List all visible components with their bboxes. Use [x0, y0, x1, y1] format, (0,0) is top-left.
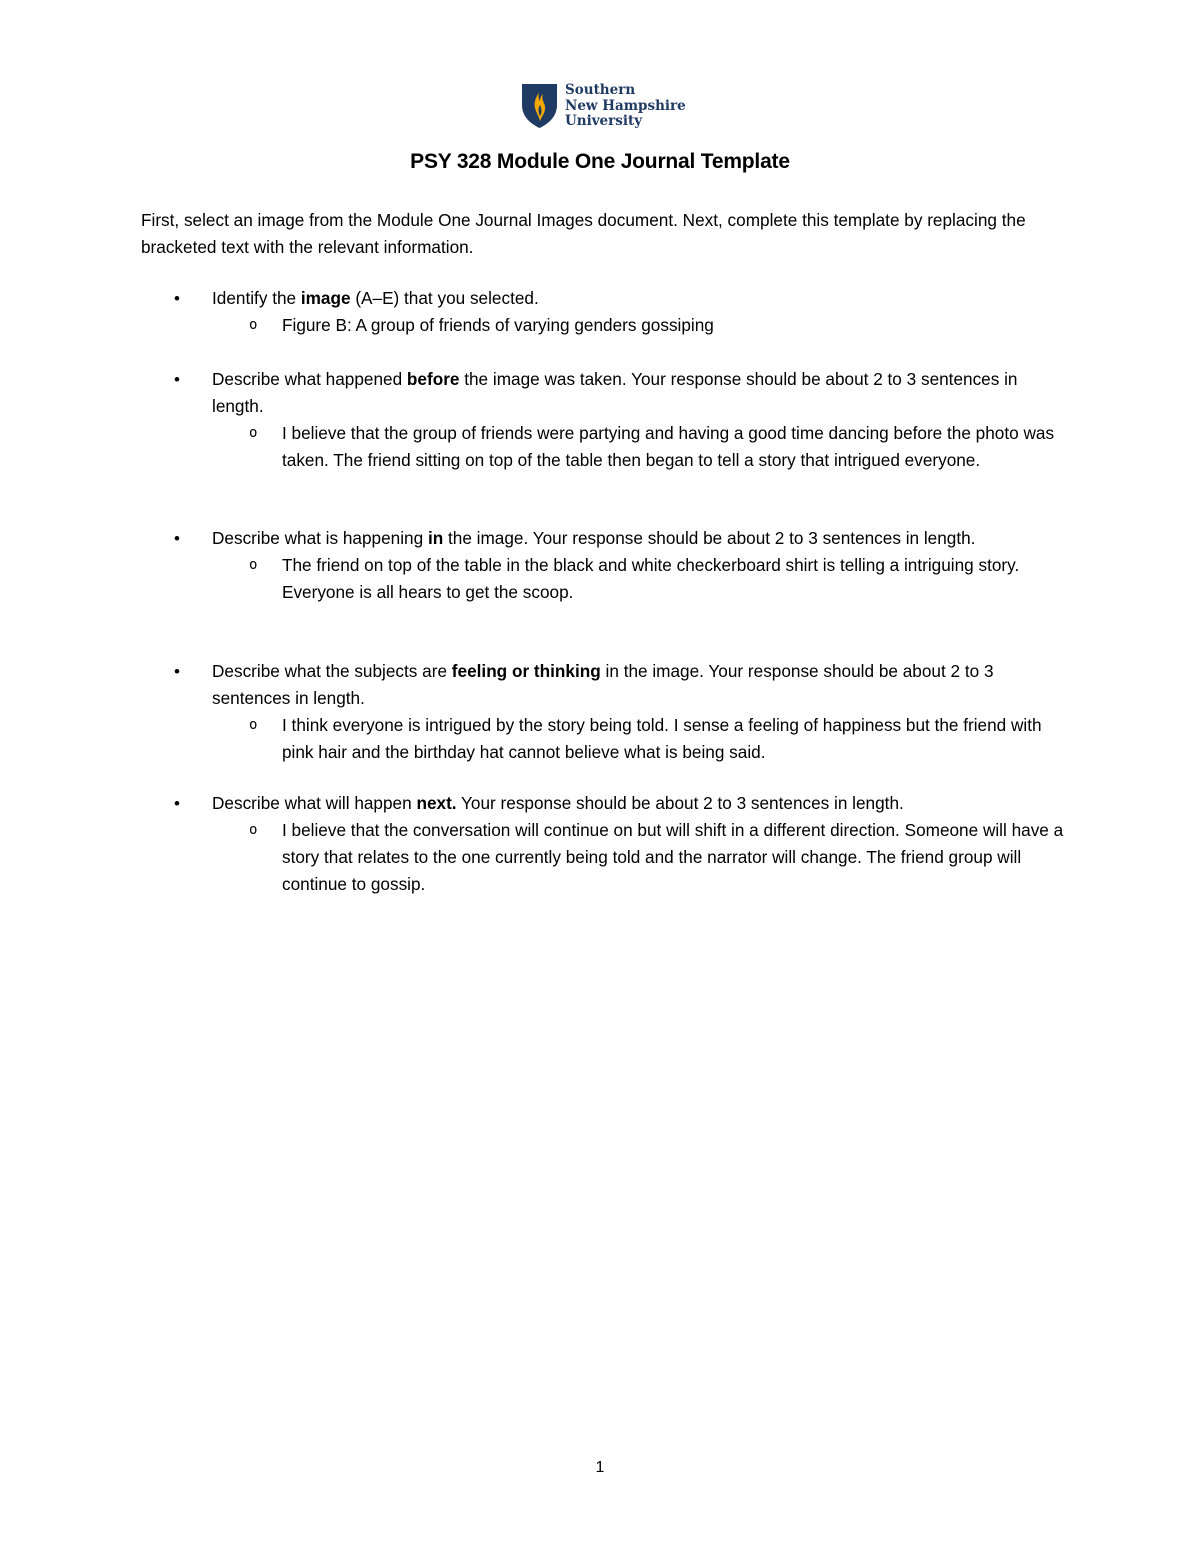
sub-bullet-marker: o	[249, 425, 258, 441]
prompt-text-pre: Identify the	[212, 288, 301, 308]
section-next	[141, 790, 1071, 898]
bullet-marker: •	[174, 529, 180, 548]
answer-text: I believe that the conversation will continue on but will shift in a different direction. Someone will have a story that relates to the one currently being told and the narrator will change. The friend group will continue to gossip.	[282, 820, 1064, 894]
prompt-text-post: the image. Your response should be about 2 to 3 sentences in length.	[443, 528, 976, 548]
prompt-text-pre: Describe what the subjects are	[212, 661, 452, 681]
prompt-text-post: in the image. Your response should be about 2 to 3 sentences in length.	[212, 661, 994, 708]
answer-text: Figure B: A group of friends of varying genders gossiping	[282, 315, 714, 335]
prompt-text-post: the image was taken. Your response should be about 2 to 3 sentences in length.	[212, 369, 1018, 416]
sub-bullet-marker: o	[249, 317, 258, 333]
prompt-bullet	[141, 790, 1071, 817]
sub-bullet-marker: o	[249, 717, 258, 733]
shield-flame-icon	[521, 83, 558, 129]
prompt-text-post: (A–E) that you selected.	[350, 288, 539, 308]
answer-bullet	[141, 817, 1071, 898]
bullet-marker: •	[174, 794, 180, 813]
page-title: PSY 328 Module One Journal Template	[410, 150, 790, 173]
answer-bullet	[141, 552, 1071, 606]
logo-line-1: Southern	[565, 82, 636, 98]
bullet-marker: •	[174, 289, 180, 308]
section-feeling	[141, 658, 1071, 766]
answer-text: I believe that the group of friends were partying and having a good time dancing before the photo was taken. The friend sitting on top of the table then began to tell a story that intrigued everyone.	[282, 423, 1055, 470]
prompt-text-bold: image	[300, 288, 351, 308]
logo-wordmark	[565, 83, 686, 130]
page-number: 1	[595, 1459, 605, 1476]
prompt-text-bold: before	[406, 369, 460, 389]
prompt-text-pre: Describe what happened	[212, 369, 407, 389]
answer-bullet	[141, 712, 1071, 766]
logo-line-3: University	[565, 113, 643, 129]
prompt-bullet	[141, 285, 1071, 312]
prompt-text-pre: Describe what is happening	[212, 528, 428, 548]
sub-bullet-marker: o	[249, 822, 258, 838]
prompt-text-post: Your response should be about 2 to 3 sentences in length.	[456, 793, 904, 813]
logo-line-2: New Hampshire	[565, 97, 686, 114]
answer-bullet	[141, 312, 1071, 339]
prompt-text-pre: Describe what will happen	[212, 793, 417, 813]
prompt-text-bold: in	[427, 528, 444, 548]
bullet-marker: •	[174, 370, 180, 389]
answer-text: I think everyone is intrigued by the story being told. I sense a feeling of happiness but the friend with pink hair and the birthday hat cannot believe what is being said.	[282, 715, 1042, 762]
section-in	[141, 525, 1071, 606]
bullet-marker: •	[174, 662, 180, 681]
prompt-bullet	[141, 658, 1071, 712]
prompt-text-bold: next.	[416, 793, 457, 813]
university-logo	[521, 83, 686, 130]
answer-bullet	[141, 420, 1071, 474]
section-before	[141, 366, 1071, 474]
answer-text: The friend on top of the table in the black and white checkerboard shirt is telling a intriguing story. Everyone is all hears to get the scoop.	[282, 555, 1020, 602]
prompt-bullet	[141, 366, 1071, 420]
intro-paragraph: First, select an image from the Module One Journal Images document. Next, complete this template by replacing the bracketed text with the relevant information.	[141, 210, 1026, 257]
prompt-bullet	[141, 525, 1071, 552]
section-image-selection	[141, 285, 1071, 339]
sub-bullet-marker: o	[249, 557, 258, 573]
prompt-text-bold: feeling or thinking	[451, 661, 601, 681]
